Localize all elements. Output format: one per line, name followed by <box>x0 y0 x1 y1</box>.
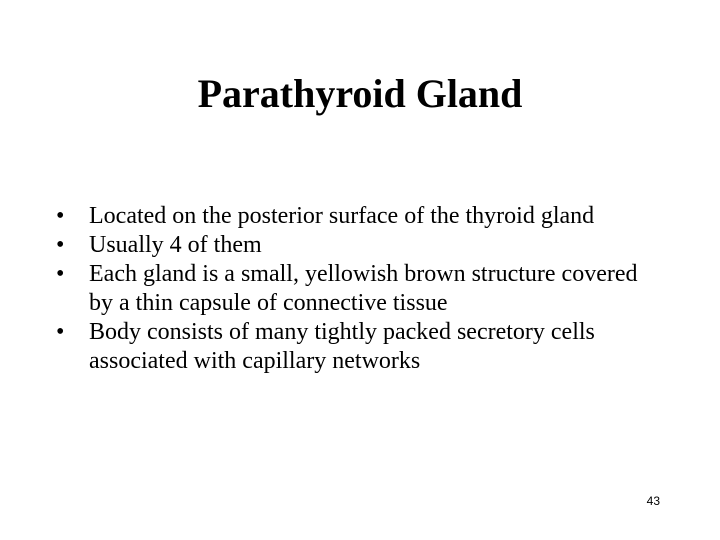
list-item <box>56 318 656 376</box>
slide-title: Parathyroid Gland <box>197 71 523 116</box>
bullet-list <box>56 202 656 376</box>
bullet-icon: • <box>56 261 65 287</box>
bullet-text: Located on the posterior surface of the thyroid gland <box>89 203 595 229</box>
bullet-icon: • <box>56 319 65 345</box>
list-item <box>56 202 656 231</box>
bullet-text: Usually 4 of them <box>89 232 262 258</box>
bullet-text: Each gland is a small, yellowish brown structure covered by a thin capsule of connective tissue <box>89 261 638 316</box>
list-item <box>56 231 656 260</box>
bullet-icon: • <box>56 232 65 258</box>
bullet-icon: • <box>56 203 65 229</box>
list-item <box>56 260 656 318</box>
page-number: 43 <box>646 494 660 508</box>
bullet-text: Body consists of many tightly packed secretory cells associated with capillary networks <box>89 319 595 374</box>
